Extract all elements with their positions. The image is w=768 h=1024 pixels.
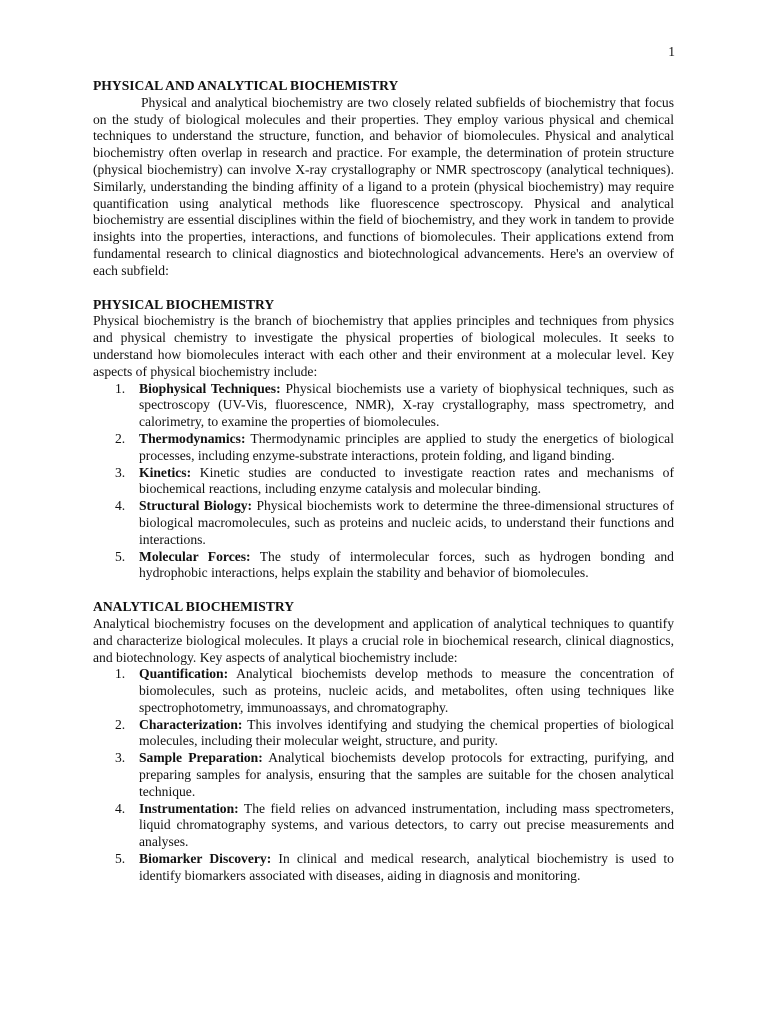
item-term: Kinetics: [139, 464, 192, 480]
list-item [93, 801, 674, 851]
item-term: Sample Preparation: [139, 750, 263, 766]
physical-list [93, 381, 674, 583]
item-number: 4. [115, 498, 126, 514]
item-number: 5. [115, 851, 126, 867]
item-number: 4. [115, 800, 126, 816]
list-item [93, 549, 674, 583]
item-number: 3. [115, 750, 126, 766]
item-text: Kinetic studies are conducted to investigate reaction rates and mechanisms of biochemical reactions, including enzyme catalysis and molecular binding. [139, 464, 674, 497]
item-term: Biomarker Discovery: [139, 851, 272, 867]
item-term: Instrumentation: [139, 800, 239, 816]
item-text: In clinical and medical research, analytical biochemistry is used to identify biomarkers associated with diseases, aiding in diagnosis and monitoring. [139, 851, 674, 883]
list-item [93, 498, 674, 548]
list-item [93, 381, 674, 431]
item-term: Structural Biology: [139, 498, 253, 514]
list-item [93, 750, 674, 800]
item-text: Physical biochemists work to determine the three-dimensional structures of biological macromolecules, such as proteins and nucleic acids, to understand their functions and interactions. [139, 498, 674, 547]
item-text: Physical biochemists use a variety of biophysical techniques, such as spectroscopy (UV-Vis, fluorescence, NMR), X-ray crystallography, mass spectrometry, and calorimetry, to examine the properties of biomolecules. [139, 380, 675, 430]
item-text: The study of intermolecular forces, such as hydrogen bonding and hydrophobic interactions, helps explain the stability and behavior of biomolecules. [139, 548, 674, 581]
item-number: 3. [115, 464, 126, 480]
item-term: Molecular Forces: [139, 548, 251, 564]
section-spacer [93, 280, 674, 297]
list-item [93, 717, 674, 751]
item-text: Thermodynamic principles are applied to study the energetics of biological processes, including enzyme-substrate interactions, protein folding, and ligand binding. [139, 430, 674, 463]
document-body [93, 78, 674, 885]
item-number: 2. [115, 716, 126, 732]
physical-intro: Physical biochemistry is the branch of biochemistry that applies principles and techniques from physics and physical chemistry to investigate the physical properties of biological molecules. It seeks to understand how biomolecules interact with each other and their environment at a molecular level. Key aspects of physical biochemistry include: [93, 313, 674, 379]
list-item [93, 666, 674, 716]
item-term: Quantification: [139, 666, 229, 682]
item-term: Biophysical Techniques: [139, 380, 281, 396]
list-item [93, 851, 674, 885]
item-term: Thermodynamics: [139, 430, 246, 446]
page-number: 1 [668, 44, 675, 59]
list-item [93, 431, 674, 465]
intro-paragraph: Physical and analytical biochemistry are two closely related subfields of biochemistry that focus on the study of biological molecules and their properties. They employ various physical and chemical techniques to understand the structure, function, and behavior of biomolecules. Physical and analytical biochemistry often overlap in research and practice. For example, the determination of protein structure (physical biochemistry) can involve X-ray crystallography or NMR spectroscopy (analytical techniques). Similarly, understanding the binding affinity of a ligand to a protein (physical biochemistry) may require quantification using analytical methods like fluorescence spectroscopy. Physical and analytical biochemistry are essential disciplines within the field of biochemistry, and they work in tandem to provide insights into the properties, interactions, and functions of biomolecules. Their applications extend from fundamental research to clinical diagnostics and biotechnological advancements. Here's an overview of each subfield: [93, 94, 674, 278]
section-spacer [93, 582, 674, 599]
item-number: 5. [115, 548, 126, 564]
analytical-heading: ANALYTICAL BIOCHEMISTRY [93, 599, 295, 615]
item-text: This involves identifying and studying the chemical properties of biological molecules, including their molecular weight, structure, and purity. [139, 716, 674, 749]
item-text: The field relies on advanced instrumentation, including mass spectrometers, liquid chromatography systems, and various detectors, to carry out precise measurements and analyses. [139, 800, 674, 850]
item-text: Analytical biochemists develop methods to measure the concentration of biomolecules, such as proteins, nucleic acids, and metabolites, often using techniques like spectrophotometry, immunoassays, and chromatography. [139, 666, 674, 715]
item-term: Characterization: [139, 716, 243, 732]
item-number: 1. [115, 380, 126, 396]
item-number: 2. [115, 430, 126, 446]
document-title: PHYSICAL AND ANALYTICAL BIOCHEMISTRY [93, 78, 399, 93]
list-item [93, 465, 674, 499]
analytical-list [93, 666, 674, 884]
item-text: Analytical biochemists develop protocols for extracting, purifying, and preparing samples for analysis, ensuring that the samples are suitable for the chosen analytical technique. [139, 750, 675, 799]
analytical-intro: Analytical biochemistry focuses on the development and application of analytical techniques to quantify and characterize biological molecules. It plays a crucial role in biochemical research, clinical diagnostics, and biotechnology. Key aspects of analytical biochemistry include: [93, 615, 674, 665]
physical-heading: PHYSICAL BIOCHEMISTRY [93, 296, 275, 312]
item-number: 1. [115, 666, 126, 682]
